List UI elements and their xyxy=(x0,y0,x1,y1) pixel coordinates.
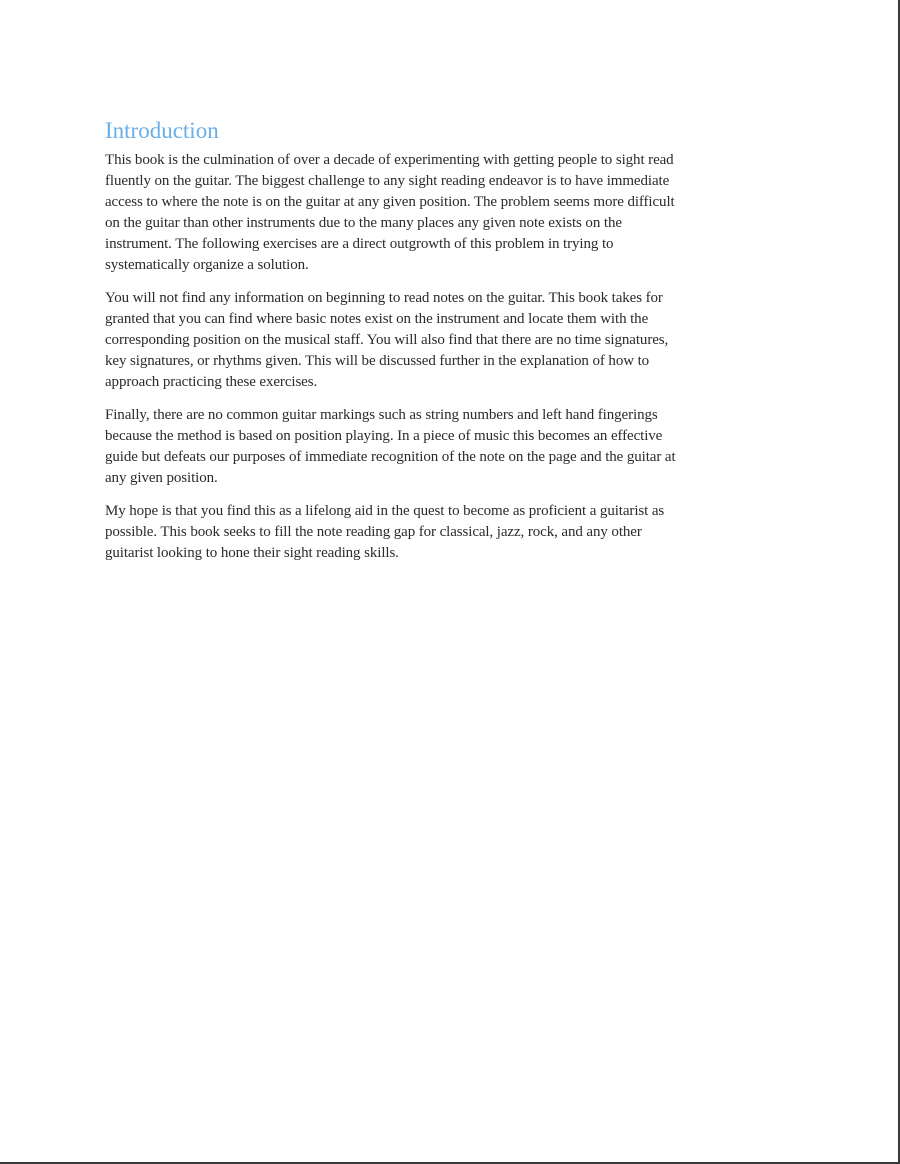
page-content xyxy=(105,116,805,576)
paragraph-3 xyxy=(105,405,805,489)
text-line: on the guitar than other instruments due to the many places any given note exists on the xyxy=(105,215,622,231)
paragraph-1 xyxy=(105,150,805,276)
text-line: systematically organize a solution. xyxy=(105,257,309,273)
text-line: granted that you can find where basic notes exist on the instrument and locate them with the xyxy=(105,311,649,327)
text-line: guitarist looking to hone their sight reading skills. xyxy=(105,545,399,561)
text-line: You will not find any information on beginning to read notes on the guitar. This book takes for xyxy=(105,290,663,306)
text-line: access to where the note is on the guitar at any given position. The problem seems more difficult xyxy=(105,194,675,210)
section-heading: Introduction xyxy=(105,118,219,143)
text-line: corresponding position on the musical staff. You will also find that there are no time signatures, xyxy=(105,332,669,348)
text-line: approach practicing these exercises. xyxy=(105,374,318,390)
paragraph-2 xyxy=(105,288,805,393)
text-line: This book is the culmination of over a decade of experimenting with getting people to sight read xyxy=(105,152,674,168)
text-line: any given position. xyxy=(105,470,218,486)
text-line: My hope is that you find this as a lifelong aid in the quest to become as proficient a guitarist as xyxy=(105,503,665,519)
paragraph-4 xyxy=(105,501,805,564)
text-line: instrument. The following exercises are a direct outgrowth of this problem in trying to xyxy=(105,236,614,252)
text-line: guide but defeats our purposes of immediate recognition of the note on the page and the guitar at xyxy=(105,449,676,465)
text-line: fluently on the guitar. The biggest challenge to any sight reading endeavor is to have immediate xyxy=(105,173,670,189)
text-line: Finally, there are no common guitar markings such as string numbers and left hand fingerings xyxy=(105,407,658,423)
text-line: possible. This book seeks to fill the note reading gap for classical, jazz, rock, and any other xyxy=(105,524,642,540)
text-line: because the method is based on position playing. In a piece of music this becomes an effective xyxy=(105,428,663,444)
text-line: key signatures, or rhythms given. This will be discussed further in the explanation of how to xyxy=(105,353,650,369)
